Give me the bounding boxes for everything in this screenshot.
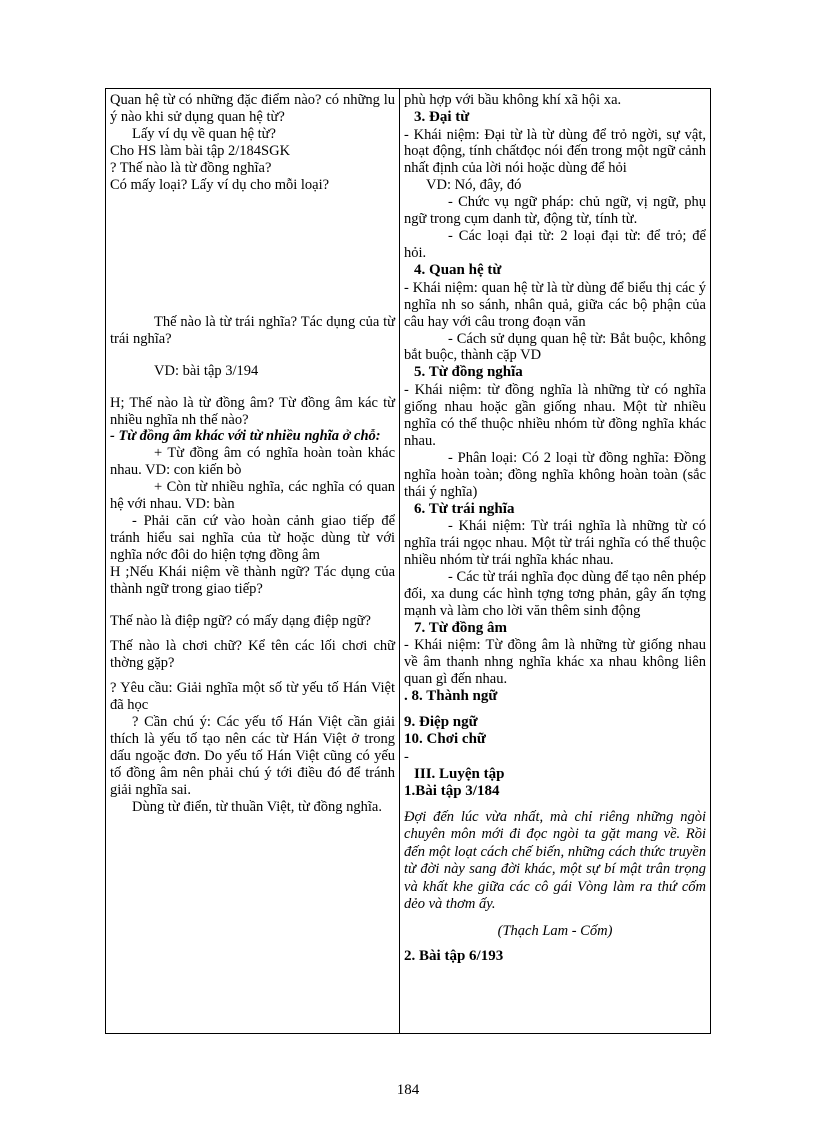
quote-attribution: (Thạch Lam - Cốm): [497, 923, 613, 940]
section-heading-bai-tap-6-193: 2. Bài tập 6/193: [404, 948, 504, 965]
section-line: - Các từ trái nghĩa đọc dùng để tạo nên phép đối, xa dung các hình tợng tơng phản, gây ấn tợng mạnh và làm cho lời văn thêm sinh động: [404, 569, 706, 619]
section-heading-tu-dong-am: 7. Từ đồng âm: [414, 619, 507, 636]
left-paragraph: Quan hệ từ có những đặc điểm nào? có những lu ý nào khi sử dụng quan hệ từ?: [110, 92, 396, 125]
page-number: 184: [396, 1082, 420, 1098]
section-heading-thanh-ngu: . 8. Thành ngữ: [404, 688, 498, 705]
left-paragraph: ? Yêu cầu: Giải nghĩa một số từ yếu tố Hán Việt đã học: [110, 679, 396, 713]
left-paragraph: + Còn từ nhiều nghĩa, các nghĩa có quan hệ với nhau. VD: bàn: [110, 479, 396, 513]
section-heading-tu-trai-nghia: 6. Từ trái nghĩa: [414, 500, 515, 517]
spacer: [404, 801, 706, 809]
left-paragraph: Cho HS làm bài tập 2/184SGK: [110, 142, 291, 159]
left-paragraph: Có mấy loại? Lấy ví dụ cho mỗi loại?: [110, 176, 330, 193]
section-heading-tu-dong-nghia: 5. Từ đồng nghĩa: [414, 364, 523, 381]
section-line: - Các loại đại từ: 2 loại đại từ: để trỏ; để hỏi.: [404, 228, 706, 262]
section-line: -: [404, 748, 409, 765]
section-heading-dai-tu: 3. Đại từ: [414, 108, 470, 125]
left-paragraph: Thế nào là điệp ngữ? có mấy dạng điệp ngữ?: [110, 613, 371, 630]
right-column: [400, 89, 710, 1033]
right-intro-line: phù hợp với bầu không khí xã hội xa.: [404, 92, 622, 108]
spacer: [110, 630, 395, 638]
spacer: [110, 672, 395, 680]
left-paragraph: + Từ đồng âm có nghĩa hoàn toàn khác nhau. VD: con kiến bò: [110, 445, 396, 479]
section-heading-bai-tap-3-184: 1.Bài tập 3/184: [404, 783, 500, 800]
section-line: - Phân loại: Có 2 loại từ đồng nghĩa: Đồng nghĩa hoàn toàn; đồng nghĩa không hoàn toàn (sắc thái ý nghĩa): [404, 449, 706, 500]
section-line: - Khái niệm: Từ trái nghĩa là những từ có nghĩa trái ngọc nhau. Một từ trái nghĩa có thể thuộc nhiều nhóm từ trái nghĩa khác nhau.: [404, 518, 706, 569]
two-column-table: [105, 88, 711, 1034]
left-paragraph: H; Thế nào là từ đồng âm? Từ đồng âm kác từ nhiều nghĩa nh thế nào?: [110, 394, 396, 428]
section-line: - Cách sử dụng quan hệ từ: Bắt buộc, không bắt buộc, thành cặp VD: [404, 330, 706, 364]
section-line: - Khái niệm: quan hệ từ là từ dùng để biểu thị các ý nghĩa nh so sánh, nhân quả, giữa các bộ phận của câu hay với câu trong đoạn văn: [404, 279, 706, 330]
section-line: - Khái niệm: Đại từ là từ dùng để trỏ ngời, sự vật, hoạt động, tính chấtđọc nói đến trong một ngữ cảnh nhất định của lời nói hoặc dùng để hỏi: [404, 126, 706, 177]
left-paragraph: Thế nào là từ trái nghĩa? Tác dụng của từ trái nghĩa?: [110, 313, 396, 347]
left-paragraph: ? Thế nào là từ đồng nghĩa?: [110, 159, 272, 176]
spacer: [110, 348, 395, 363]
left-column: [106, 89, 400, 1033]
left-paragraph: - Phải căn cứ vào hoàn cảnh giao tiếp để tránh hiểu sai nghĩa của từ hoặc dùng từ với nghĩa nớc đôi do hiện tợng đồng âm: [110, 513, 396, 564]
spacer: [404, 940, 706, 948]
quote-text: Đợi đến lúc vừa nhất, mà chỉ riêng những ngòi chuyên môn mới đi đọc ngòi ta gặt mang về. Rồi đến một loạt cách chế biến, những cách thức truyền từ đời này sang đời khác, một sự bí mật trân trọng và khất khe giữa các cô gái Vòng làm ra thứ cốm dẻo và thơm ấy.: [404, 809, 706, 912]
section-line: - Khái niệm: Từ đồng âm là những từ giống nhau về âm thanh nhng nghĩa khác xa nhau không liên quan gì đến nhau.: [404, 637, 706, 688]
section-line: - Khái niệm: từ đồng nghĩa là những từ có nghĩa giống nhau hoặc gần giống nhau. Một từ nhiều nghĩa có thể thuộc nhiều nhóm từ đồng nghĩa khác nhau.: [404, 381, 706, 449]
spacer: [110, 194, 395, 314]
left-paragraph: ? Cần chú ý: Các yếu tố Hán Việt cần giải thích là yếu tố tạo nên các từ Hán Việt ở trong dấu ngoặc đơn. Do yếu tố Hán Việt cũng có yếu tố đồng âm nên phải chú ý tới điều đó để tránh giải nghĩa sai.: [110, 713, 396, 798]
section-heading-luyen-tap: III. Luyện tập: [414, 765, 505, 782]
section-heading-quan-he-tu: 4. Quan hệ từ: [414, 262, 502, 279]
left-paragraph: Dùng từ điển, từ thuần Việt, từ đồng nghĩa.: [132, 798, 382, 815]
left-paragraph: Lấy ví dụ về quan hệ từ?: [132, 125, 276, 142]
left-paragraph: VD: bài tập 3/194: [154, 362, 259, 379]
left-paragraph: Thế nào là chơi chữ? Kể tên các lối chơi chữ thờng gặp?: [110, 637, 396, 671]
section-heading-choi-chu: 10. Chơi chữ: [404, 731, 486, 748]
section-heading-diep-ngu: 9. Điệp ngữ: [404, 713, 478, 730]
left-paragraph: H ;Nếu Khái niệm về thành ngữ? Tác dụng của thành ngữ trong giao tiếp?: [110, 564, 396, 598]
left-paragraph-emphasis: - Từ đồng âm khác với từ nhiều nghĩa ở chỗ:: [110, 428, 381, 445]
spacer: [404, 706, 706, 714]
spacer: [110, 598, 395, 613]
section-line: - Chức vụ ngữ pháp: chủ ngữ, vị ngữ, phụ ngữ trong cụm danh từ, động từ, tính từ.: [404, 194, 706, 228]
spacer: [110, 380, 395, 395]
section-line: VD: Nó, đây, đó: [426, 177, 522, 194]
